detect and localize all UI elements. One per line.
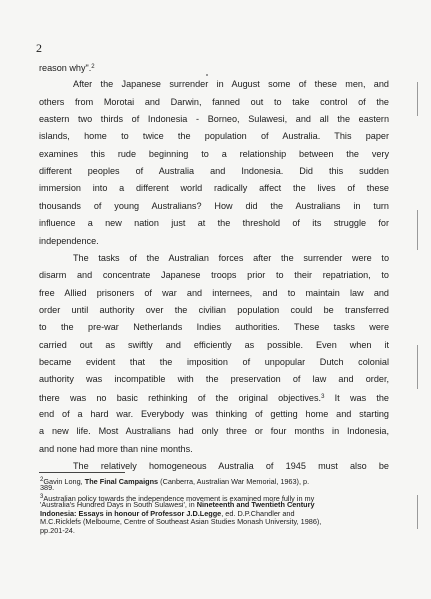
- footnote-line: [40, 527, 400, 535]
- text-line: [39, 166, 389, 177]
- text-line: [39, 426, 389, 437]
- line-text: end of a hard war. Everybody was thinking of getting home and starting: [39, 409, 389, 419]
- line-text: disarm and concentrate Japanese troops prior to their repatriation, to: [39, 270, 389, 281]
- footnote-text: Gavin Long,: [43, 477, 85, 486]
- line-text: thousands of young Australians? How did the Australians in turn: [39, 200, 389, 211]
- line-text: influence a new nation just at the threshold of its struggle for: [39, 218, 389, 229]
- text-line: [39, 97, 389, 108]
- text-line: [39, 357, 389, 368]
- footnote-ref: 3: [321, 393, 325, 400]
- text-line: [39, 288, 389, 299]
- line-text: authority was incompatible with the preservation of law and order,: [39, 374, 389, 385]
- text-line: [39, 114, 389, 125]
- scan-mark: [417, 82, 418, 116]
- footnote-text: M.C.Ricklefs (Melbourne, Centre of Southeast Asian Studies Monash University, 1986),: [40, 517, 322, 527]
- footnote-line: [40, 484, 400, 492]
- line-text: eastern two thirds of Indonesia - Borneo, Sulawesi, and all the eastern: [39, 114, 389, 125]
- text-line: [39, 444, 389, 455]
- scan-mark: [206, 74, 208, 76]
- scan-mark: [417, 345, 418, 389]
- footnote-line: [40, 518, 400, 526]
- line-text: others from Morotai and Darwin, fanned out to take control of the: [39, 96, 389, 107]
- line-text: different peoples of Australia and Indonesia. Did this sudden: [39, 166, 389, 177]
- footnote-text: (Canberra, Australian War Memorial, 1963), p.: [158, 477, 310, 486]
- line-text: carried out as swiftly and efficiently as possible. Even when it: [39, 339, 389, 350]
- footnote-title: Indonesia: Essays in honour of Professor J.D.Legge: [40, 508, 222, 518]
- footnote-text: , ed. D.P.Chandler and: [221, 508, 295, 518]
- line-text: independence.: [39, 235, 99, 246]
- line-text: a new life. Most Australians had only three or four months in Indonesia,: [39, 426, 389, 437]
- line-text: It was the: [324, 392, 389, 403]
- footnote-number: 3: [40, 493, 44, 500]
- line-text: became evident that the imposition of unpopular Dutch colonial: [39, 356, 389, 367]
- text-line: [73, 461, 389, 472]
- line-text: there was no basic rethinking of the original objectives.: [39, 392, 322, 403]
- line-text: The tasks of the Australian forces after the surrender were to: [73, 252, 389, 263]
- text-line: [39, 131, 389, 142]
- line-text: reason why".: [39, 63, 92, 73]
- footnote-ref: 2: [91, 64, 95, 70]
- text-line: [39, 183, 389, 194]
- footnote-text: 389.: [40, 483, 55, 493]
- line-text: and none had more than nine months.: [39, 443, 193, 454]
- footnote-text: 'Australia's Hundred Days in South Sulawesi', in: [40, 500, 197, 510]
- text-line: [39, 305, 389, 316]
- text-line: [39, 322, 389, 333]
- text-line: [73, 79, 389, 90]
- text-line: [39, 62, 389, 74]
- footnote-text: Australian policy towards the independence movement is examined more fully in my: [43, 493, 315, 503]
- text-line: [39, 374, 389, 385]
- text-line: [39, 340, 389, 351]
- footnote-title: Nineteenth and Twentieth Century: [196, 500, 315, 510]
- line-text: The relatively homogeneous Australia of 1945 must also be: [73, 461, 389, 472]
- text-line: [73, 253, 389, 264]
- footnote-number: 2: [40, 477, 44, 483]
- line-text: After the Japanese surrender in August some of these men, and: [73, 79, 389, 90]
- line-text: immersion into a different world radically affect the lives of these: [39, 183, 389, 194]
- text-line: [39, 149, 389, 160]
- line-text: order until authority over the civilian population could be transferred: [39, 304, 389, 315]
- line-text: free Allied prisoners of war and internees, and to maintain law and: [39, 287, 389, 298]
- line-text: islands, home to twice the population of Australia. This paper: [39, 131, 389, 142]
- text-line: [39, 218, 389, 229]
- line-text: to the pre-war Netherlands Indies authorities. These tasks were: [39, 322, 389, 333]
- text-line: [39, 270, 389, 281]
- footnote-text: pp.201-24.: [40, 525, 75, 535]
- text-line: [39, 392, 389, 404]
- text-line: [39, 236, 389, 247]
- text-line: [39, 201, 389, 212]
- text-line: [39, 409, 389, 420]
- scan-mark: [417, 495, 418, 529]
- footnote-rule: [39, 472, 125, 473]
- line-text: examines this rude beginning to a relationship between the very: [39, 148, 389, 159]
- scan-mark: [417, 210, 418, 250]
- page-number: 2: [36, 41, 42, 55]
- footnote-title: The Final Campaigns: [84, 477, 159, 486]
